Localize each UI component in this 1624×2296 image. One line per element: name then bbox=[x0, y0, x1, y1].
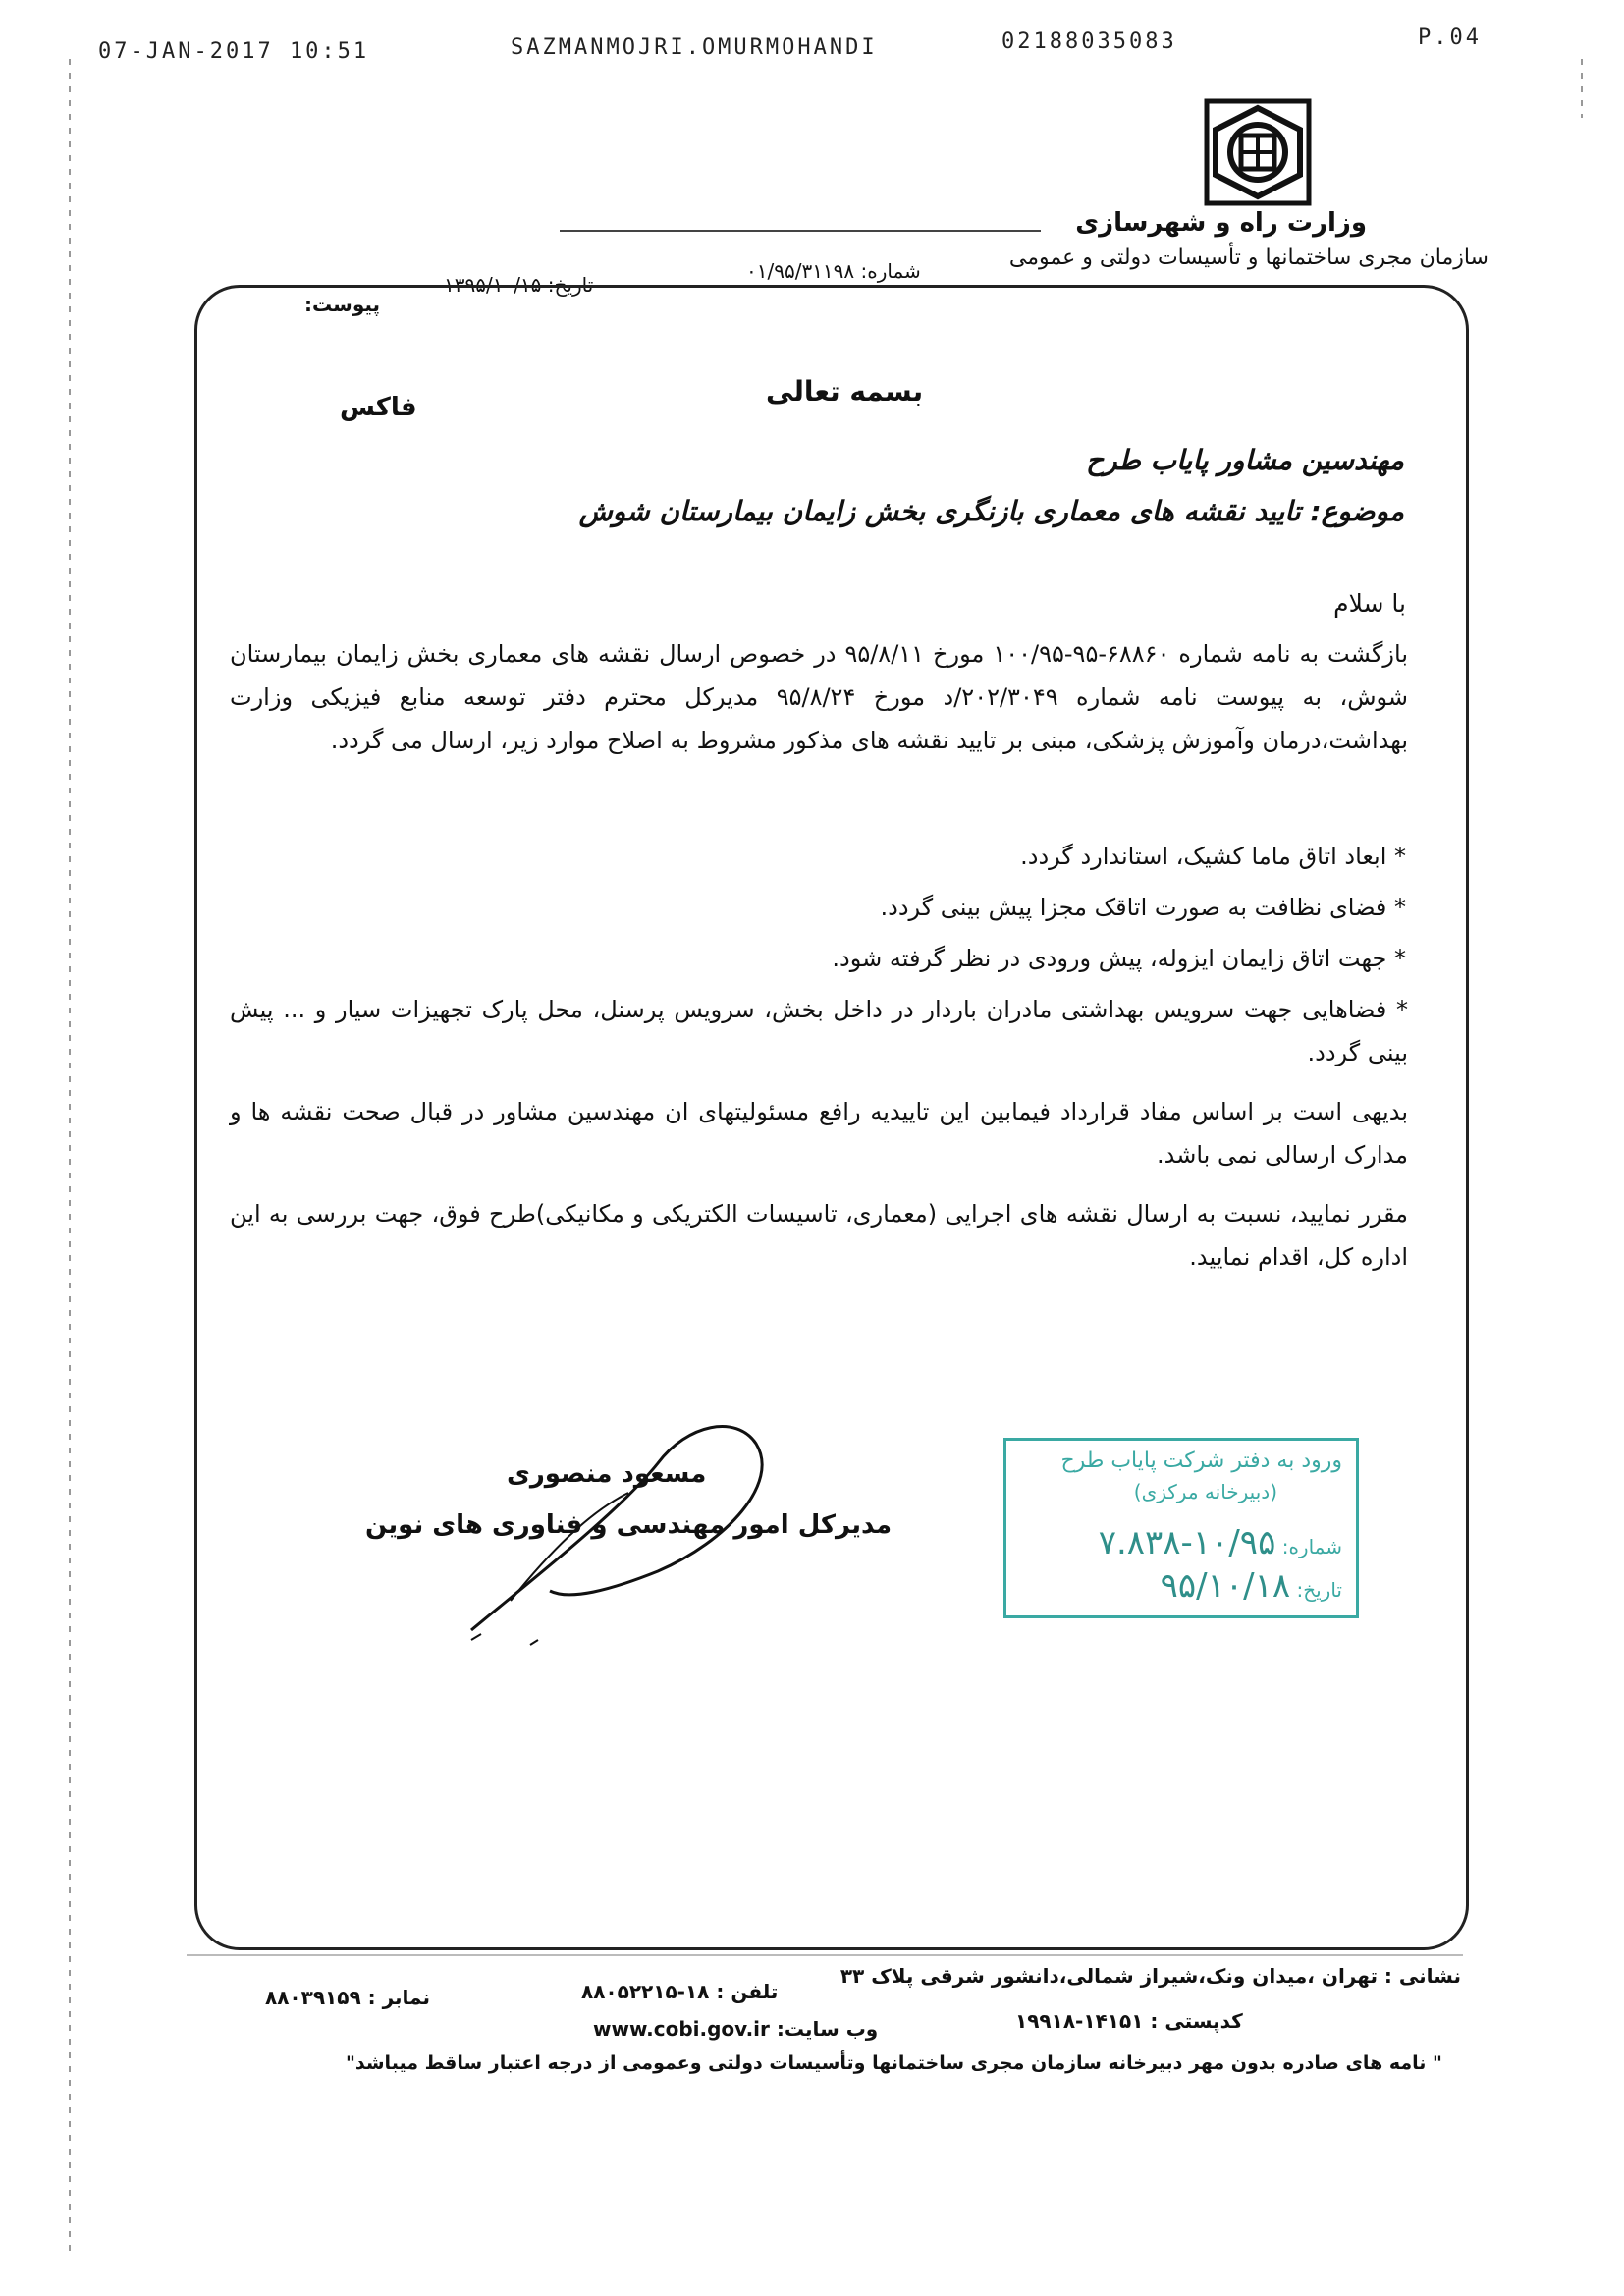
fax-label: فاکس bbox=[340, 393, 417, 422]
greeting: با سلام bbox=[1333, 589, 1406, 618]
footer-phone: تلفن : ۱۸-۸۸۰۵۲۲۱۵ bbox=[581, 1980, 779, 2003]
letter-number-label: شماره: bbox=[860, 259, 921, 283]
recipient: مهندسین مشاور پایاب طرح bbox=[1086, 444, 1404, 476]
requirement-item-1: * ابعاد اتاق ماما کشیک، استاندارد گردد. bbox=[1020, 843, 1406, 870]
stamp-line-2: (دبیرخانه مرکزی) bbox=[1133, 1480, 1277, 1503]
scan-edge-right bbox=[1581, 59, 1583, 118]
fax-datetime: 07-JAN-2017 10:51 bbox=[98, 39, 370, 64]
fax-sender: SAZMANMOJRI.OMURMOHANDI bbox=[511, 35, 878, 60]
attachment-label: پیوست: bbox=[304, 293, 381, 316]
footer-postal: کدپستی : ۱۴۱۵۱-۱۹۹۱۸ bbox=[1015, 2009, 1243, 2033]
receipt-stamp bbox=[1003, 1438, 1359, 1618]
ministry-emblem-logo bbox=[1204, 98, 1312, 206]
scan-edge-left bbox=[69, 59, 71, 2259]
letter-number bbox=[746, 259, 921, 283]
organization-name: سازمان مجری ساختمانها و تأسیسات دولتی و عمومی bbox=[1008, 246, 1489, 270]
footer-fax: نمابر : ۸۸۰۳۹۱۵۹ bbox=[265, 1986, 430, 2009]
invocation: بسمه تعالی bbox=[766, 375, 924, 408]
requirement-item-2: * فضای نظافت به صورت اتاقک مجزا پیش بینی گردد. bbox=[880, 894, 1406, 921]
stamp-date bbox=[1161, 1566, 1342, 1606]
footer-website bbox=[593, 2017, 878, 2041]
stamp-date-label: تاریخ: bbox=[1296, 1578, 1342, 1602]
footer-address: نشانی : تهران ،میدان ونک،شیراز شمالی،دانشور شرقی پلاک ۳۳ bbox=[839, 1964, 1461, 1988]
footer-website-label: وب سایت: bbox=[776, 2017, 879, 2041]
footer-website-link[interactable]: www.cobi.gov.ir bbox=[593, 2017, 770, 2041]
subject: موضوع: تایید نقشه های معماری بازنگری بخش زایمان بیمارستان شوش bbox=[578, 495, 1404, 527]
stamp-number-label: شماره: bbox=[1281, 1535, 1342, 1558]
fax-page: P.04 bbox=[1418, 26, 1482, 50]
letter-number-value: ۰۱/۹۵/۳۱۱۹۸ bbox=[746, 259, 855, 283]
signatory-title: مدیرکل امور مهندسی و فناوری های نوین bbox=[365, 1510, 893, 1540]
signatory-name: مسعود منصوری bbox=[507, 1459, 707, 1489]
letter-date-value: ۱۳۹۵/۱۰/۱۵ bbox=[444, 273, 542, 297]
requirement-item-3: * جهت اتاق زایمان ایزوله، پیش ورودی در نظر گرفته شود. bbox=[832, 945, 1406, 972]
footer-notice: " نامه های صادره بدون مهر دبیرخانه سازمان مجری ساختمانها وتأسیسات دولتی وعمومی از درجه اعتبار ساقط میباشد" bbox=[346, 2052, 1442, 2074]
ministry-name: وزارت راه و شهرسازی bbox=[1075, 208, 1367, 238]
stamp-line-1: ورود به دفتر شرکت پایاب طرح bbox=[1060, 1449, 1342, 1473]
fax-phone: 02188035083 bbox=[1001, 29, 1177, 54]
letter-date-label: تاریخ: bbox=[547, 273, 594, 297]
stamp-date-value: ۹۵/۱۰/۱۸ bbox=[1160, 1566, 1291, 1606]
intro-paragraph: بازگشت به نامه شماره ۶۸۸۶۰-۹۵-۱۰۰/۹۵ مورخ ۹۵/۸/۱۱ در خصوص ارسال نقشه های معماری بخش زایمان بیمارستان شوش، به پیوست نامه شماره ۲۰۲/۳۰۴۹/د مورخ ۹۵/۸/۲۴ مدیرکل محترم دفتر توسعه منابع فیزیکی وزارت بهداشت،درمان وآموزش پزشکی، مبنی بر تایید نقشه های مذکور مشروط به اصلاح موارد زیر، ارسال می گردد. bbox=[230, 640, 1409, 754]
redaction-line bbox=[560, 230, 1041, 232]
requirement-item-4: * فضاهایی جهت سرویس بهداشتی مادران باردار در داخل بخش، سرویس پرسنل، محل پارک تجهیزات سیار و ... پیش بینی گردد. bbox=[230, 996, 1408, 1066]
footer-divider bbox=[187, 1954, 1463, 1956]
instruction-paragraph: مقرر نمایید، نسبت به ارسال نقشه های اجرایی (معماری، تاسیسات الکتریکی و مکانیکی)طرح فوق، جهت بررسی به این اداره کل، اقدام نمایید. bbox=[230, 1200, 1408, 1271]
stamp-number bbox=[1099, 1523, 1342, 1562]
stamp-number-value: ۱۰/۹۵-۷.۸۳۸ bbox=[1098, 1523, 1276, 1562]
disclaimer-paragraph: بدیهی است بر اساس مفاد قرارداد فیمابین این تاییدیه رافع مسئولیتهای ان مهندسین مشاور در قبال صحت نقشه ها و مدارک ارسالی نمی باشد. bbox=[230, 1098, 1408, 1169]
